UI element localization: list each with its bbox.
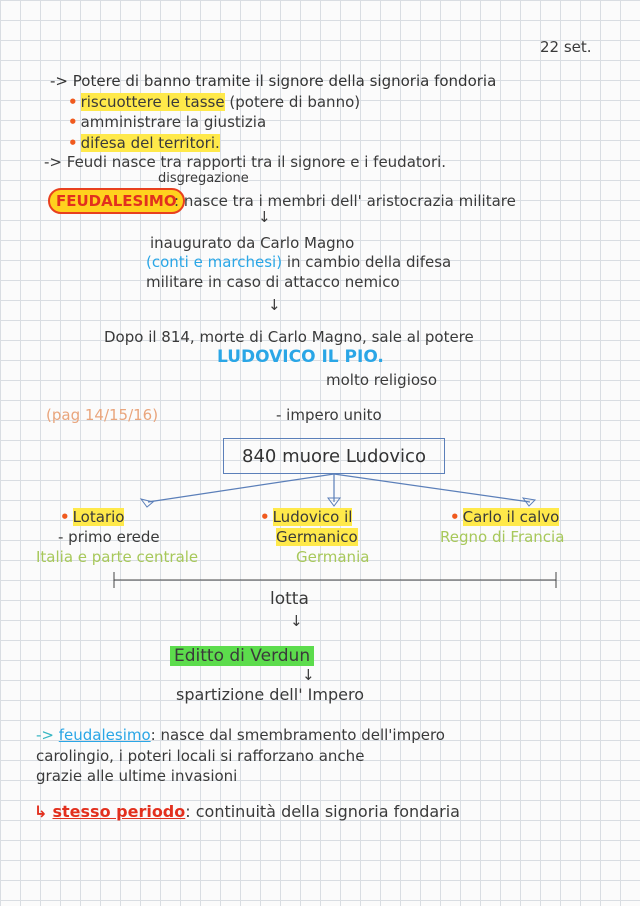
inaugurato-line3: militare in caso di attacco nemico <box>146 273 400 291</box>
date: 22 set. <box>540 38 592 56</box>
heir-note: Germanico <box>276 528 358 546</box>
dopo-line: Dopo il 814, morte di Carlo Magno, sale al potere <box>104 328 474 346</box>
heir-carlo <box>450 508 559 526</box>
inaugurato-line2: in cambio della difesa <box>286 253 452 271</box>
heir-name: Carlo il calvo <box>462 508 560 526</box>
spartizione-line: spartizione dell' Impero <box>176 685 364 704</box>
page-reference: (pag 14/15/16) <box>46 406 159 424</box>
stesso-periodo: stesso periodo <box>52 802 186 821</box>
event-box: 840 muore Ludovico <box>223 438 445 474</box>
feudalesimo-word: feudalesimo <box>58 726 151 744</box>
feudalesimo-badge: FEUDALESIMO <box>48 188 185 214</box>
bullet-note: (potere di banno) <box>229 93 361 111</box>
heir-name: Ludovico il <box>272 508 353 526</box>
heir-name: Lotario <box>72 508 125 526</box>
ludovico-il-pio: LUDOVICO IL PIO. <box>217 347 384 367</box>
arrow-right-icon: -> <box>36 726 54 744</box>
arrow-right-icon: -> <box>50 72 68 90</box>
arrow-down-icon: ↓ <box>258 208 271 226</box>
arrow-down-icon: ↓ <box>268 296 281 314</box>
heir-territory: Italia e parte centrale <box>36 548 199 566</box>
heir-ludovico <box>260 508 352 526</box>
bullet-text: difesa del territori. <box>80 134 220 152</box>
lotta-label: lotta <box>270 589 309 609</box>
disgregazione-note: disgregazione <box>158 171 249 186</box>
impero-unito: - impero unito <box>276 406 382 424</box>
bullet-text: amministrare la giustizia <box>80 113 267 131</box>
final-line3: grazie alle ultime invasioni <box>36 767 238 785</box>
final-line4: : continuità della signoria fondaria <box>185 802 460 821</box>
inaugurato-line: inaugurato da Carlo Magno <box>150 234 355 252</box>
feudi-line: Feudi nasce tra rapporti tra il signore e i feudatori. <box>66 153 447 171</box>
final-line1: : nasce dal smembramento dell'impero <box>150 726 445 744</box>
section1-title: Potere di banno tramite il signore della signoria fondoria <box>72 72 497 90</box>
arrow-turn-icon: ↳ <box>34 802 48 821</box>
conti-marchesi: (conti e marchesi) <box>146 253 283 271</box>
final-line2: carolingio, i poteri locali si rafforzano anche <box>36 747 365 765</box>
arrow-down-icon: ↓ <box>302 666 315 684</box>
heir-lotario <box>60 508 124 526</box>
bullet-icon: • <box>260 508 270 526</box>
bullet-icon: • <box>68 134 78 152</box>
bullet-icon: • <box>450 508 460 526</box>
heir-territory: Germania <box>296 548 370 566</box>
heir-note: - primo erede <box>58 528 160 546</box>
bullet-icon: • <box>68 113 78 131</box>
arrow-right-icon: -> <box>44 153 62 171</box>
feudalesimo-line: : nasce tra i membri dell' aristocrazia militare <box>174 192 516 210</box>
religioso-note: molto religioso <box>326 371 438 389</box>
arrow-down-icon: ↓ <box>290 612 303 630</box>
bullet-text: riscuottere le tasse <box>80 93 225 111</box>
bullet-icon: • <box>68 93 78 111</box>
heir-territory: Regno di Francia <box>440 528 565 546</box>
editto-verdun: Editto di Verdun <box>170 646 314 666</box>
bullet-icon: • <box>60 508 70 526</box>
